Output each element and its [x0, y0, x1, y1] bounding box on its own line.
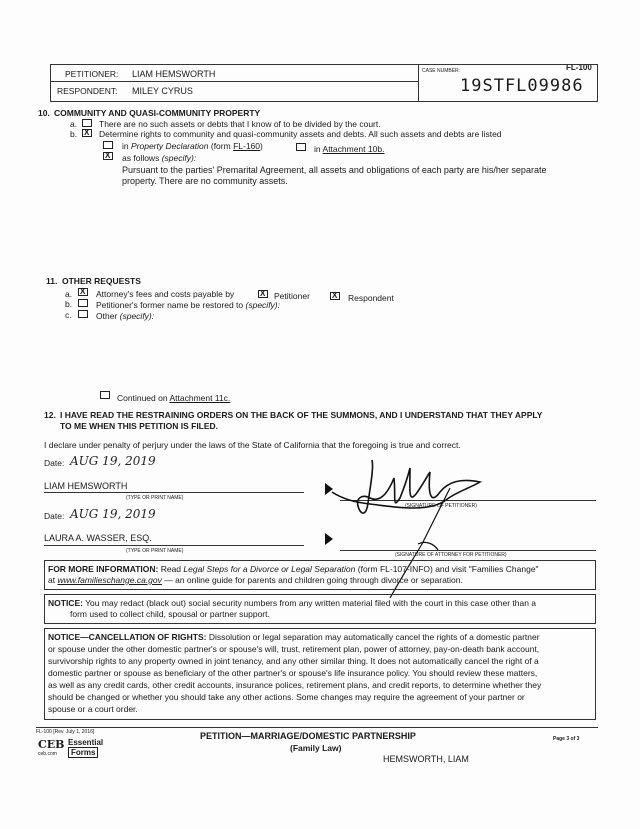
form-id: FL-100 — [566, 63, 592, 72]
date2-value: AUG 19, 2019 — [70, 507, 156, 521]
ceb-logo: CEB ceb.com — [38, 738, 65, 757]
s11c-checkbox[interactable] — [78, 310, 88, 318]
section12-line2: TO ME WHEN THIS PETITION IS FILED. — [60, 421, 219, 431]
s10a-checkbox[interactable] — [82, 119, 92, 127]
footer-subtitle: (Family Law) — [290, 743, 342, 753]
footer-rule — [36, 727, 598, 728]
respondent-name: MILEY CYRUS — [132, 86, 193, 96]
s11a-petitioner-label: Petitioner — [274, 291, 310, 301]
name2-caption: (TYPE OR PRINT NAME) — [126, 548, 184, 554]
s10a-text: There are no such assets or debts that I know of to be divided by the court. — [99, 119, 381, 129]
s10-specify-line2: property. There are no community assets. — [122, 176, 288, 186]
petitioner-label: PETITIONER: — [65, 69, 119, 79]
name2-value: LAURA A. WASSER, ESQ. — [44, 533, 152, 543]
case-number: 19STFL09986 — [460, 76, 584, 96]
caption-divider — [50, 81, 418, 82]
families-change-link[interactable]: www.familieschange.ca.gov — [57, 575, 162, 585]
section10-number: 10. — [38, 108, 50, 118]
section11-number: 11. — [46, 276, 58, 286]
notice-line1: NOTICE: You may redact (black out) social security numbers from any written material filed with the court in this case other than a — [48, 598, 537, 608]
s10b1-checkbox[interactable] — [103, 141, 113, 149]
notice-line2: form used to collect child, spousal or partner support. — [70, 609, 270, 619]
cancel-line-0: NOTICE—CANCELLATION OF RIGHTS: Dissolution or legal separation may automatically cancel the rights of a domestic partner — [48, 632, 540, 642]
s10b-text: Determine rights to community and quasi-community assets and debts. All such assets and debts are listed — [99, 129, 502, 139]
name1-caption: (TYPE OR PRINT NAME) — [126, 495, 184, 501]
essential-forms-logo: Essential Forms — [68, 738, 104, 757]
signature1-caption: (SIGNATURE OF PETITIONER) — [405, 503, 477, 509]
info-line1: FOR MORE INFORMATION: Read Legal Steps for a Divorce or Legal Separation (form FL-107-INFO) and visit "Families Change" — [48, 564, 539, 574]
cancel-line-5: should be changed or whether you should take any other actions. Some changes may require the agreement of your partner or — [48, 692, 525, 702]
s10b2-text: in Attachment 10b. — [314, 144, 385, 154]
s11b-checkbox[interactable] — [78, 299, 88, 307]
s10b3-text: as follows (specify): — [122, 153, 197, 163]
date1-value: AUG 19, 2019 — [70, 454, 156, 468]
cancel-line-3: domestic partner or spouse as beneficiary of the other partner's or spouse's life insurance policy. You should review these matters, — [48, 668, 538, 678]
cancel-line-6: spouse or a court order. — [48, 704, 138, 714]
s10b2-checkbox[interactable] — [296, 143, 306, 151]
s11a-text: Attorney's fees and costs payable by — [96, 289, 235, 299]
footer-rev: FL-100 [Rev. July 1, 2016] — [36, 729, 95, 735]
s10a-letter: a. — [70, 119, 78, 129]
petitioner-name: LIAM HEMSWORTH — [132, 69, 216, 79]
date1-label: Date: — [44, 458, 65, 468]
s11c-text: Other (specify): — [96, 311, 155, 321]
cancel-line-1: or spouse under the other domestic partner's or spouse's will, trust, retirement plan, power of attorney, pay-on-death bank account, — [48, 644, 540, 654]
respondent-label: RESPONDENT: — [57, 86, 118, 96]
name2-line — [44, 545, 304, 546]
footer-page: Page 3 of 3 — [553, 736, 580, 742]
case-number-label: CASE NUMBER: — [422, 68, 461, 74]
footer-title: PETITION—MARRIAGE/DOMESTIC PARTNERSHIP — [200, 731, 416, 741]
declaration-text: I declare under penalty of perjury under the laws of the State of California that the foregoing is true and correct. — [44, 440, 461, 450]
s10b1-text: in Property Declaration (form FL-160) — [122, 141, 263, 151]
s10-specify-line1: Pursuant to the parties' Premarital Agreement, all assets and obligations of each party are his/her separate — [122, 165, 547, 175]
info-line2: at www.familieschange.ca.gov — an online guide for parents and children going through divorce or separation. — [48, 575, 463, 585]
name1-value: LIAM HEMSWORTH — [44, 481, 128, 491]
footer-name: HEMSWORTH, LIAM — [383, 754, 469, 764]
s11b-text: Petitioner's former name be restored to (specify): — [96, 300, 280, 310]
date2-label: Date: — [44, 511, 65, 521]
section12-number: 12. — [44, 410, 56, 420]
s11a-respondent-label: Respondent — [348, 293, 394, 303]
s11a-checkbox[interactable] — [78, 288, 88, 296]
s11c-letter: c. — [65, 310, 72, 320]
s11-continued-checkbox[interactable] — [100, 391, 110, 399]
name1-line — [44, 492, 304, 493]
s10b-letter: b. — [70, 129, 78, 139]
cancel-line-4: as well as any credit cards, other credit accounts, insurance polices, retirement plans, and credit reports, to determine whether they — [48, 680, 542, 690]
section12-line1: I HAVE READ THE RESTRAINING ORDERS ON THE BACK OF THE SUMMONS, AND I UNDERSTAND THAT THEY APPLY — [60, 410, 543, 420]
s10b-checkbox[interactable] — [82, 129, 92, 137]
section10-title: COMMUNITY AND QUASI-COMMUNITY PROPERTY — [54, 108, 261, 118]
s11b-letter: b. — [65, 299, 73, 309]
cancel-line-2: survivorship rights to any property owned in joint tenancy, and any other similar thing. It does not automatically cancel the right of a — [48, 656, 539, 666]
s11-continued-text: Continued on Attachment 11c. — [117, 393, 231, 403]
s11a-letter: a. — [65, 289, 73, 299]
caption-vdivider — [418, 64, 419, 102]
s11a-respondent-checkbox[interactable] — [330, 292, 340, 300]
signature2-caption: (SIGNATURE OF ATTORNEY FOR PETITIONER) — [395, 552, 507, 558]
s10b3-checkbox[interactable] — [103, 152, 113, 160]
handwritten-signature — [330, 448, 510, 618]
s11a-petitioner-checkbox[interactable] — [258, 290, 268, 298]
section11-title: OTHER REQUESTS — [62, 276, 141, 286]
